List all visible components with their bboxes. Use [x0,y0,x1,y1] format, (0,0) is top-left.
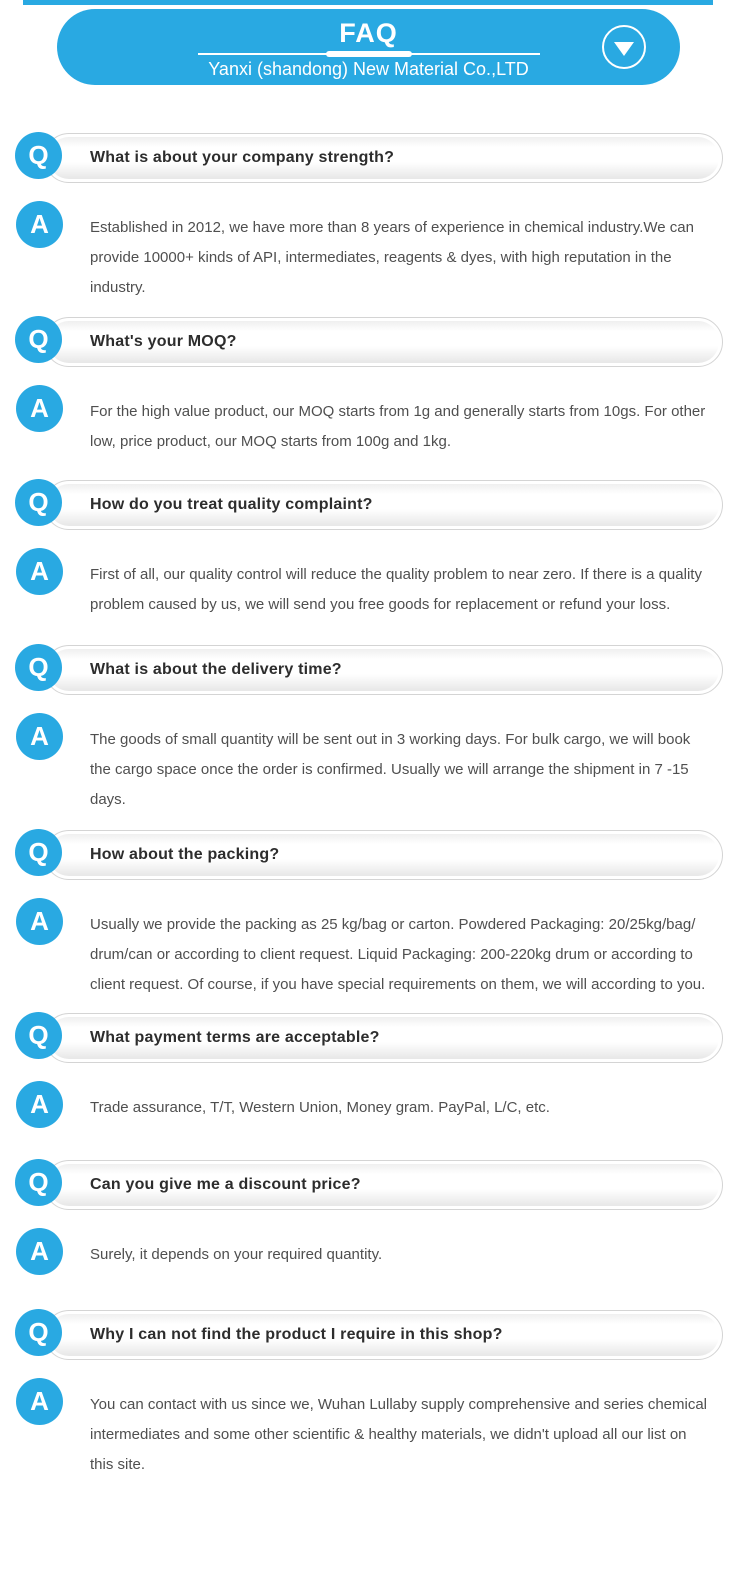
answer-row [0,1386,750,1480]
title-divider [198,51,540,57]
q-letter: Q [28,1317,49,1347]
answer-row [0,721,750,815]
faq-item [0,828,750,1000]
a-letter: A [30,1089,49,1119]
company-name: Yanxi (shandong) New Material Co.,LTD [208,59,529,79]
q-badge [15,1012,62,1059]
faq-item [0,643,750,815]
q-letter: Q [28,487,49,517]
q-badge [15,829,62,876]
faq-item [0,315,750,457]
question-row[interactable] [0,1158,750,1210]
collapse-toggle-button[interactable] [602,25,646,69]
question-row[interactable] [0,315,750,367]
q-badge [15,1309,62,1356]
q-letter: Q [28,140,49,170]
question-pill[interactable] [44,480,723,530]
a-letter: A [30,556,49,586]
question-text: Can you give me a discount price? [90,1176,361,1193]
q-badge [15,1159,62,1206]
question-row[interactable] [0,1308,750,1360]
a-letter: A [30,906,49,936]
faq-item [0,131,750,303]
question-pill[interactable] [44,133,723,183]
q-badge [15,132,62,179]
a-badge [16,1081,63,1128]
answer-text: Surely, it depends on your required quantity. [90,1246,383,1263]
question-text: What is about the delivery time? [90,661,342,678]
question-pill[interactable] [44,1013,723,1063]
answer-row [0,1236,750,1275]
a-badge [16,1378,63,1425]
a-badge [16,385,63,432]
q-letter: Q [28,1020,49,1050]
a-badge [16,201,63,248]
page-top-strip [23,0,713,5]
q-letter: Q [28,652,49,682]
question-text: What is about your company strength? [90,149,395,166]
question-pill[interactable] [44,1160,723,1210]
answer-row [0,1089,750,1128]
a-letter: A [30,209,49,239]
question-row[interactable] [0,643,750,695]
faq-item [0,478,750,620]
answer-row [0,556,750,620]
answer-text: First of all, our quality control will reduce the quality problem to near zero. If there is a quality problem caused by us, we will send you free goods for replacement or refund your loss. [90,566,702,613]
question-pill[interactable] [44,317,723,367]
faq-item [0,1158,750,1275]
a-badge [16,898,63,945]
page-title: FAQ [339,18,398,48]
answer-row [0,393,750,457]
question-pill[interactable] [44,1310,723,1360]
faq-item [0,1011,750,1128]
question-text: What's your MOQ? [90,333,237,350]
answer-text: You can contact with us since we, Wuhan Lullaby supply comprehensive and series chemical intermediates and some other scientific & healthy materials, we didn't upload all our list on this site. [90,1396,708,1473]
answer-text: Established in 2012, we have more than 8 years of experience in chemical industry.We can provide 10000+ kinds of API, intermediates, reagents & dyes, with high reputation in the industry. [90,219,694,296]
q-letter: Q [28,837,49,867]
question-pill[interactable] [44,645,723,695]
question-pill[interactable] [44,830,723,880]
answer-text: Usually we provide the packing as 25 kg/bag or carton. Powdered Packaging: 20/25kg/bag/ drum/can or according to client request. Liquid Packaging: 200-220kg drum or according to client request. Of course, if you have special requirements on them, we will according to you. [90,916,706,993]
answer-text: For the high value product, our MOQ starts from 1g and generally starts from 10gs. For other low, price product, our MOQ starts from 100g and 1kg. [90,403,706,450]
answer-row [0,906,750,1000]
q-letter: Q [28,324,49,354]
a-letter: A [30,1236,49,1266]
answer-text: The goods of small quantity will be sent out in 3 working days. For bulk cargo, we will book the cargo space once the order is confirmed. Usually we will arrange the shipment in 7 -15 days. [90,731,691,808]
chevron-down-icon [614,42,634,56]
a-letter: A [30,721,49,751]
question-row[interactable] [0,478,750,530]
a-badge [16,713,63,760]
faq-item [0,1308,750,1480]
q-badge [15,316,62,363]
question-text: How do you treat quality complaint? [90,496,373,513]
question-row[interactable] [0,828,750,880]
q-badge [15,644,62,691]
question-row[interactable] [0,131,750,183]
a-letter: A [30,1386,49,1416]
answer-row [0,209,750,303]
faq-list [0,131,750,1480]
question-text: Why I can not find the product I require in this shop? [90,1326,503,1343]
divider-thick-segment [326,51,412,57]
answer-text: Trade assurance, T/T, Western Union, Money gram. PayPal, L/C, etc. [90,1099,550,1116]
a-badge [16,1228,63,1275]
q-letter: Q [28,1167,49,1197]
q-badge [15,479,62,526]
faq-header-banner [57,9,680,85]
a-badge [16,548,63,595]
question-row[interactable] [0,1011,750,1063]
a-letter: A [30,393,49,423]
question-text: What payment terms are acceptable? [90,1029,380,1046]
question-text: How about the packing? [90,846,280,863]
